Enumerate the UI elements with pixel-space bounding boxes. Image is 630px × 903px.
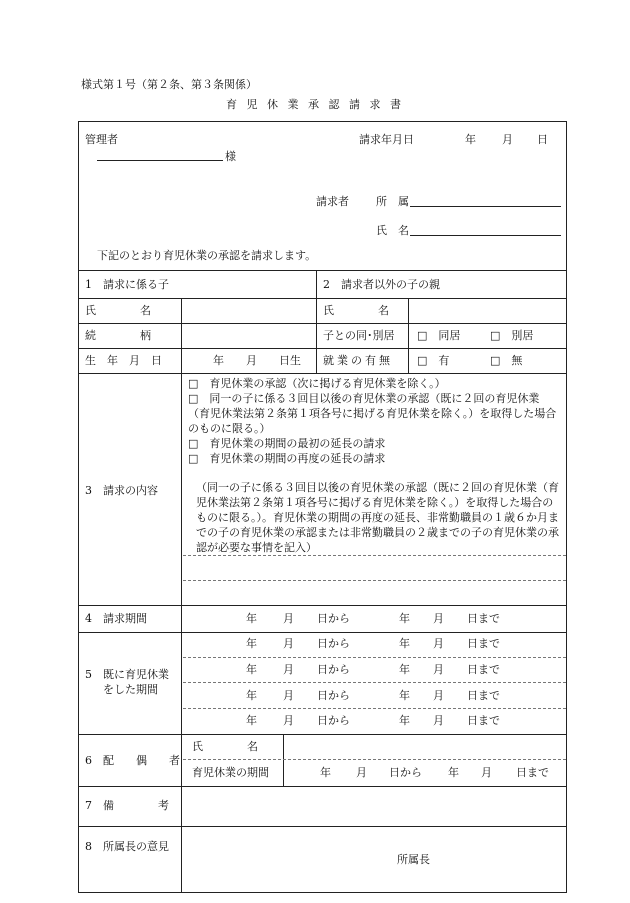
spouse-year: 年 <box>448 766 459 779</box>
cohabit-label: 子との同･別居 <box>323 329 395 342</box>
past-month: 月 <box>283 689 294 702</box>
parent-name-label: 氏 名 <box>323 304 389 317</box>
requester-name-line[interactable] <box>410 235 561 236</box>
past-until: 日まで <box>467 689 500 702</box>
request-note: （同一の子に係る３回目以後の育児休業の承認（既に２回の育児休業（育児休業法第２条第１項各号に掲げる育児休業を除く。）を取得した場合のものに限る。）。育児休業の期間の再度の延長、非常勤職員の１歳６か月までの子の育児休業の承認または非常勤職員の２歳までの子の育児休業の承認が必要な事情を記入） <box>196 481 559 554</box>
row-divider <box>78 632 567 633</box>
section5-label: 5 既に育児休業 <box>85 668 169 681</box>
period-month: 月 <box>283 612 294 625</box>
section7-label: 7 備 考 <box>85 799 169 812</box>
affiliation-label: 所 属 <box>376 195 409 208</box>
col-divider-right <box>408 298 409 373</box>
past-year: 年 <box>399 663 410 676</box>
child-relation-label: 続 柄 <box>85 329 151 342</box>
spouse-period-label: 育児休業の期間 <box>192 766 269 779</box>
row-divider <box>78 323 567 324</box>
past-from: 日から <box>317 714 350 727</box>
reason-line[interactable] <box>183 580 566 581</box>
past-row-divider <box>183 708 566 709</box>
request-year: 年 <box>465 133 476 146</box>
request-statement: 下記のとおり育児休業の承認を請求します。 <box>97 249 317 262</box>
employed-label: 就業の有無 <box>323 354 393 367</box>
request-date-label: 請求年月日 <box>359 133 414 146</box>
past-from: 日から <box>317 637 350 650</box>
past-month: 月 <box>283 714 294 727</box>
cohabit-option-together[interactable]: □ 同居 <box>417 329 461 342</box>
spouse-month: 月 <box>356 766 367 779</box>
past-row-divider <box>183 657 566 658</box>
name-label: 氏 名 <box>376 224 409 237</box>
employed-option-no[interactable]: □ 無 <box>490 354 523 367</box>
spouse-from: 日から <box>389 766 422 779</box>
section1-title: 1 請求に係る子 <box>85 278 169 291</box>
employed-option-yes[interactable]: □ 有 <box>417 354 450 367</box>
section5-label-2: をした期間 <box>103 683 158 696</box>
past-from: 日から <box>317 663 350 676</box>
period-from: 日から <box>317 612 350 625</box>
request-option-second-extension[interactable]: □ 育児休業の期間の再度の延長の請求 <box>188 452 386 465</box>
director-signer: 所属長 <box>397 853 430 866</box>
period-month: 月 <box>433 612 444 625</box>
row-divider <box>78 298 567 299</box>
cohabit-option-separate[interactable]: □ 別居 <box>490 329 534 342</box>
request-option-first-extension[interactable]: □ 育児休業の期間の最初の延長の請求 <box>188 437 386 450</box>
past-row-divider <box>183 682 566 683</box>
form-number: 様式第１号（第２条、第３条関係） <box>81 78 257 91</box>
section8-label: 8 所属長の意見 <box>85 840 169 853</box>
request-option-third[interactable]: □ 同一の子に係る３回目以後の育児休業の承認（既に２回の育児休業（育児休業法第２条第１項各号に掲げる育児休業を除く。）を取得した場合のものに限る。） <box>188 392 557 435</box>
honorific: 様 <box>225 150 236 163</box>
past-month: 月 <box>433 689 444 702</box>
child-name-label: 氏 名 <box>85 304 151 317</box>
past-year: 年 <box>246 637 257 650</box>
past-year: 年 <box>399 689 410 702</box>
row-divider <box>78 786 567 787</box>
row-divider <box>78 270 567 271</box>
request-day: 日 <box>537 133 548 146</box>
past-month: 月 <box>433 637 444 650</box>
section6-label: 6 配 偶 者 <box>85 754 180 767</box>
row-divider <box>78 373 567 374</box>
past-year: 年 <box>399 714 410 727</box>
spouse-until: 日まで <box>516 766 549 779</box>
row-divider <box>78 348 567 349</box>
past-until: 日まで <box>467 714 500 727</box>
period-until: 日まで <box>467 612 500 625</box>
manager-label: 管理者 <box>85 133 118 146</box>
past-month: 月 <box>283 637 294 650</box>
past-year: 年 <box>246 663 257 676</box>
past-year: 年 <box>246 714 257 727</box>
past-from: 日から <box>317 689 350 702</box>
manager-name-line[interactable] <box>97 160 223 161</box>
past-until: 日まで <box>467 637 500 650</box>
section2-title: 2 請求者以外の子の親 <box>323 278 440 291</box>
reason-line[interactable] <box>183 555 566 556</box>
period-year: 年 <box>246 612 257 625</box>
col-divider-center <box>316 270 317 373</box>
past-until: 日まで <box>467 663 500 676</box>
section4-label: 4 請求期間 <box>85 612 147 625</box>
form-title: 育 児 休 業 承 認 請 求 書 <box>226 98 404 111</box>
child-birth-value: 年 月 日生 <box>213 354 301 367</box>
section3-label: 3 請求の内容 <box>85 484 158 497</box>
affiliation-line[interactable] <box>410 206 561 207</box>
request-month: 月 <box>502 133 513 146</box>
row-divider <box>78 826 567 827</box>
past-month: 月 <box>433 663 444 676</box>
period-year: 年 <box>399 612 410 625</box>
row-divider <box>78 605 567 606</box>
past-year: 年 <box>399 637 410 650</box>
spouse-row-divider <box>183 759 566 760</box>
spouse-name-label: 氏 名 <box>192 740 258 753</box>
past-month: 月 <box>283 663 294 676</box>
child-birth-label: 生 年 月 日 <box>85 354 162 367</box>
spouse-year: 年 <box>320 766 331 779</box>
past-year: 年 <box>246 689 257 702</box>
past-month: 月 <box>433 714 444 727</box>
row-divider <box>78 734 567 735</box>
requester-label: 請求者 <box>316 195 349 208</box>
request-option-standard[interactable]: □ 育児休業の承認（次に掲げる育児休業を除く。） <box>188 377 446 390</box>
col-divider-label <box>181 298 182 893</box>
col-divider-spouse <box>283 734 284 786</box>
spouse-month: 月 <box>481 766 492 779</box>
